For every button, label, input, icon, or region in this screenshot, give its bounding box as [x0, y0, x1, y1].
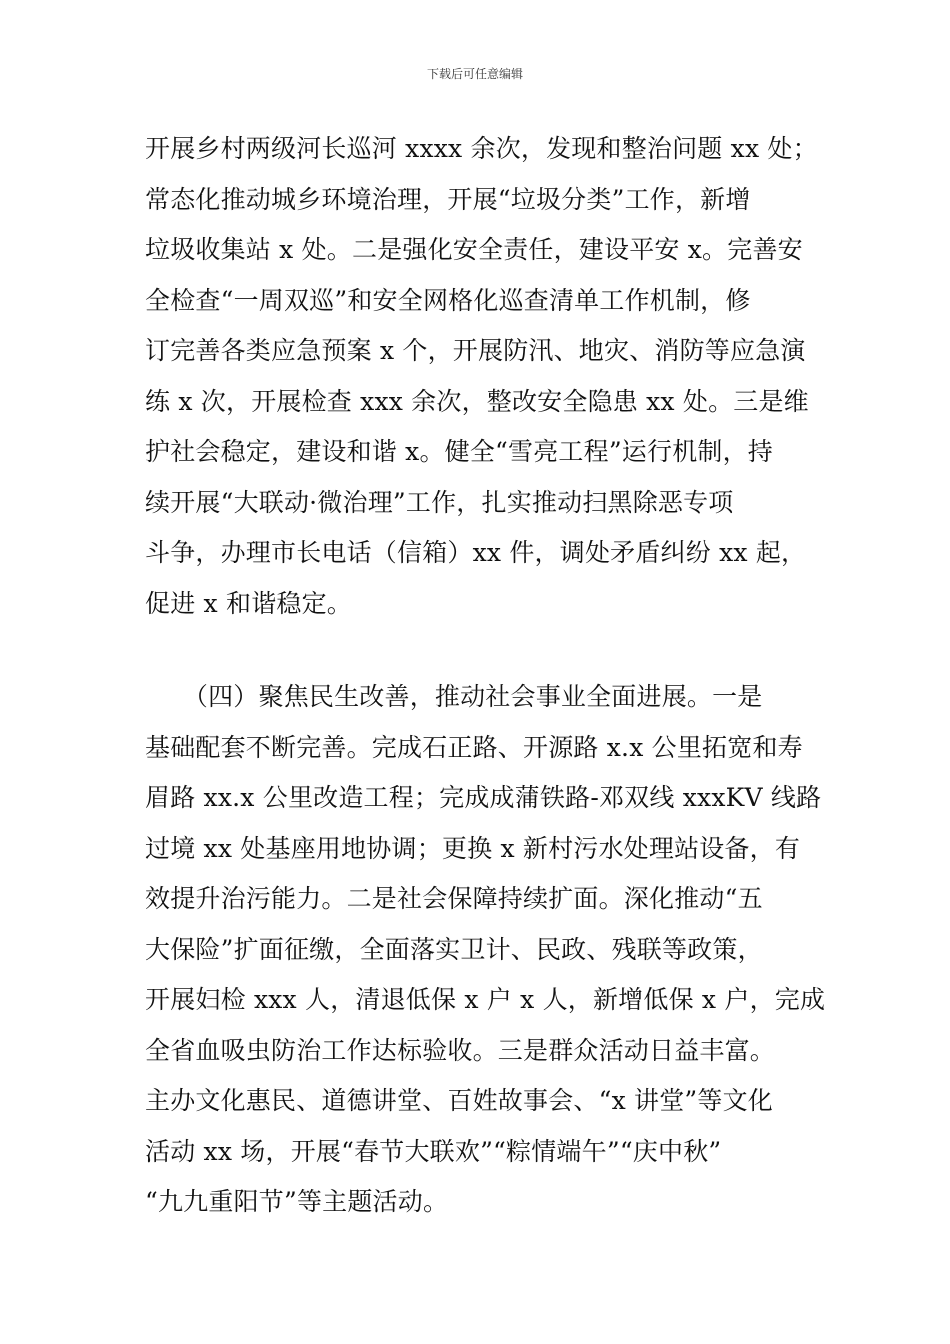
text-line: 过境 xx 处基座用地协调；更换 x 新村污水处理站设备，有 — [145, 833, 801, 863]
text-line: 常态化推动城乡环境治理，开展“垃圾分类”工作，新增 — [145, 184, 751, 214]
text-line: 护社会稳定，建设和谐 x。健全“雪亮工程”运行机制，持 — [145, 437, 774, 466]
text-line: 效提升治污能力。二是社会保障持续扩面。深化推动“五 — [145, 884, 763, 913]
text-line: 开展妇检 xxx 人，清退低保 x 户 x 人，新增低保 x 户，完成 — [145, 985, 826, 1014]
text-line: 开展乡村两级河长巡河 xxxx 余次，发现和整治问题 xx 处； — [145, 134, 818, 163]
text-line: 练 x 次，开展检查 xxx 余次，整改安全隐患 xx 处。三是维 — [145, 386, 809, 416]
text-line: “九九重阳节”等主题活动。 — [145, 1187, 449, 1216]
paragraph-livelihood-improvement — [145, 672, 826, 1228]
text-line: 垃圾收集站 x 处。二是强化安全责任，建设平安 x。完善安 — [145, 235, 803, 264]
text-line: 活动 xx 场，开展“春节大联欢”“粽情端午”“庆中秋” — [145, 1136, 722, 1166]
text-line: 斗争，办理市长电话（信箱）xx 件，调处矛盾纠纷 xx 起， — [145, 538, 807, 567]
text-line: 全省血吸虫防治工作达标验收。三是群众活动日益丰富。 — [145, 1035, 776, 1065]
text-line: 续开展“大联动·微治理”工作，扎实推动扫黑除恶专项 — [145, 487, 734, 517]
paragraph-environment-safety-stability — [145, 124, 818, 629]
text-line: 订完善各类应急预案 x 个，开展防汛、地灾、消防等应急演 — [145, 336, 806, 365]
text-line: 眉路 xx.x 公里改造工程；完成成蒲铁路-邓双线 xxxKV 线路 — [145, 783, 822, 812]
page-header-note: 下载后可任意编辑 — [426, 67, 523, 81]
text-line: 全检查“一周双巡”和安全网格化巡查清单工作机制，修 — [145, 285, 751, 315]
text-line: 主办文化惠民、道德讲堂、百姓故事会、“x 讲堂”等文化 — [145, 1086, 774, 1115]
text-line: （四）聚焦民生改善，推动社会事业全面进展。一是 — [145, 682, 763, 711]
text-line: 大保险”扩面征缴，全面落实卫计、民政、残联等政策， — [145, 934, 763, 964]
text-line: 基础配套不断完善。完成石正路、开源路 x.x 公里拓宽和寿 — [145, 732, 803, 762]
text-line: 促进 x 和谐稳定。 — [145, 588, 352, 618]
